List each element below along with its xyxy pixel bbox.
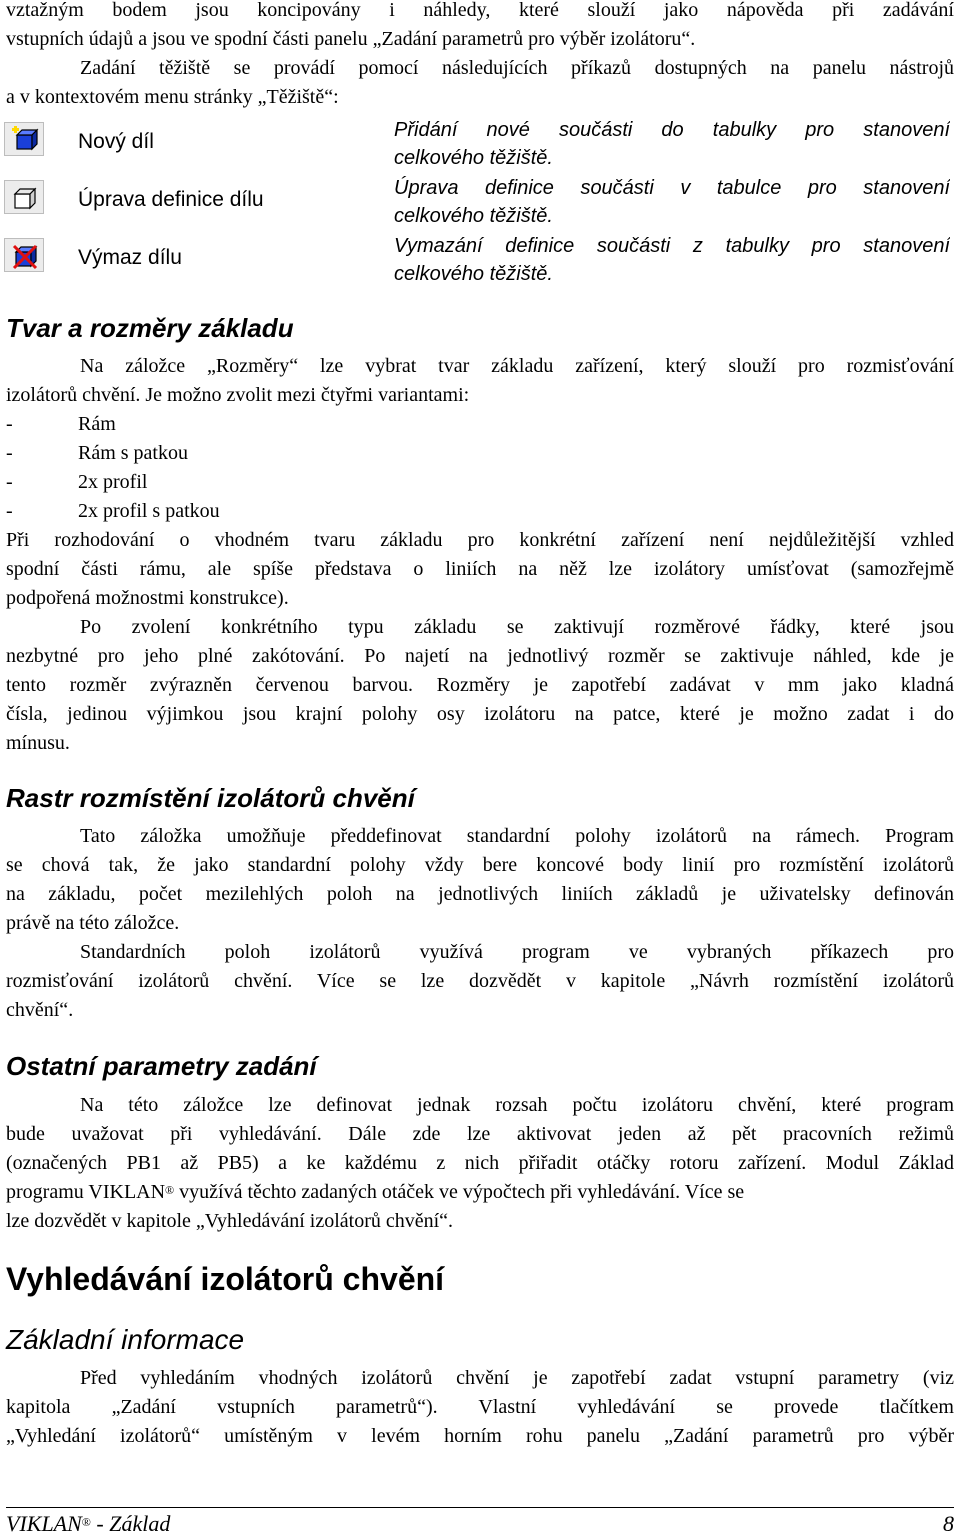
edit-part-icon xyxy=(4,180,44,214)
intro-line-3: Zadání těžiště se provádí pomocí následujících příkazů dostupných na panelu nástrojů xyxy=(80,57,954,79)
rastr-p1-line-3: na základu, počet mezilehlých poloh na jednotlivých liniích základů je uživatelsky definován xyxy=(6,883,954,905)
command-description-line-2: celkového těžiště. xyxy=(394,147,553,169)
rastr-p1-line-4: právě na této záložce. xyxy=(6,912,180,934)
bullet-text: Rám s patkou xyxy=(78,442,188,464)
tvar-p2-line-1: Při rozhodování o vhodném tvaru základu pro konkrétní zařízení není nejdůležitější vzhled xyxy=(6,529,954,551)
command-description xyxy=(394,174,950,230)
command-description-line-1: Úprava definice součásti v tabulce pro stanovení xyxy=(394,177,950,199)
bullet-item: - 2x profil xyxy=(6,471,148,493)
footer-title-b: - Základ xyxy=(90,1511,171,1536)
command-name: Úprava definice dílu xyxy=(78,188,264,211)
rastr-p2-line-2: rozmisťování izolátorů chvění. Více se lze dozvědět v kapitole „Návrh rozmístění izolátorů xyxy=(6,970,954,992)
tvar-p3-line-3: tento rozměr zvýrazněn červenou barvou. Rozměry je zapotřebí zadávat v mm jako kladná xyxy=(6,674,954,696)
command-description-line-1: Přidání nové součásti do tabulky pro stanovení xyxy=(394,119,950,141)
bullet-item: - 2x profil s patkou xyxy=(6,500,220,522)
tvar-p3-line-4: čísla, jedinou výjimkou jsou krajní polohy osy izolátoru na patce, které je možno zadat i do xyxy=(6,703,954,725)
chapter-heading-vyhledavani: Vyhledávání izolátorů chvění xyxy=(6,1261,445,1297)
ostatni-line-4a: programu VIKLAN xyxy=(6,1181,166,1203)
command-row-delete-part xyxy=(0,232,960,290)
footer-registered-mark: ® xyxy=(81,1515,91,1529)
ostatni-line-2: bude uvažovat při vyhledávání. Dále zde lze aktivovat jeden až pět pracovních režimů xyxy=(6,1123,954,1145)
rastr-p2-line-1: Standardních poloh izolátorů využívá program ve vybraných příkazech pro xyxy=(80,941,954,963)
command-description-line-2: celkového těžiště. xyxy=(394,205,553,227)
tvar-p3-line-1: Po zvolení konkrétního typu základu se zaktivují rozměrové řádky, které jsou xyxy=(80,616,954,638)
command-row-new-part xyxy=(0,116,960,174)
bullet-text: Rám xyxy=(78,413,116,435)
ostatni-line-1: Na této záložce lze definovat jednak rozsah počtu izolátoru chvění, které program xyxy=(80,1094,954,1116)
intro-line-4: a v kontextovém menu stránky „Těžiště“: xyxy=(6,86,339,108)
footer-title xyxy=(6,1511,170,1537)
command-description-line-1: Vymazání definice součásti z tabulky pro stanovení xyxy=(394,235,950,257)
new-part-icon xyxy=(4,122,44,156)
ostatni-line-5: lze dozvědět v kapitole „Vyhledávání izolátorů chvění“. xyxy=(6,1210,454,1232)
vyhledavani-line-1: Před vyhledáním vhodných izolátorů chvění je zapotřebí zadat vstupní parametry (viz xyxy=(80,1367,954,1389)
section-heading-rastr: Rastr rozmístění izolátorů chvění xyxy=(6,783,415,813)
bullet-item: - Rám s patkou xyxy=(6,442,188,464)
ostatni-line-4b: využívá těchto zadaných otáček ve výpočtech při vyhledávání. Více se xyxy=(174,1181,745,1203)
command-description xyxy=(394,116,950,172)
section-heading-tvar: Tvar a rozměry základu xyxy=(6,313,294,343)
rastr-p1-line-2: se chová tak, že jako standardní polohy vždy bere koncové body linií pro rozmístění izolátorů xyxy=(6,854,954,876)
ostatni-line-3: (označených PB1 až PB5) a ke každému z nich přiřadit otáčky rotoru zařízení. Modul Základ xyxy=(6,1152,954,1174)
bullet-text: 2x profil xyxy=(78,471,148,493)
tvar-p3-line-2: nezbytné pro jeho plné zakótování. Po najetí na jednotlivý rozměr se zaktivuje náhled, kde je xyxy=(6,645,954,667)
command-description-line-2: celkového těžiště. xyxy=(394,263,553,285)
tvar-p1-line-1: Na záložce „Rozměry“ lze vybrat tvar základu zařízení, který slouží pro rozmisťování xyxy=(80,355,954,377)
vyhledavani-line-3: „Vyhledání izolátorů“ umístěným v levém horním rohu panelu „Zadání parametrů pro výběr xyxy=(6,1425,954,1447)
footer-title-a: VIKLAN xyxy=(6,1511,82,1536)
intro-line-1: vztažným bodem jsou koncipovány i náhledy, které slouží jako nápověda při zadávání xyxy=(6,0,954,21)
command-row-edit-part xyxy=(0,174,960,232)
command-name: Výmaz dílu xyxy=(78,246,182,269)
rastr-p1-line-1: Tato záložka umožňuje předdefinovat standardní polohy izolátorů na rámech. Program xyxy=(80,825,954,847)
vyhledavani-line-2: kapitola „Zadání vstupních parametrů“). Vlastní vyhledávání se provede tlačítkem xyxy=(6,1396,954,1418)
subheading-zakladni-informace: Základní informace xyxy=(6,1324,245,1355)
intro-line-2: vstupních údajů a jsou ve spodní části panelu „Zadání parametrů pro výběr izolátoru“. xyxy=(6,28,696,50)
tvar-p2-line-2: spodní části rámu, ale spíše představa o liniích na něž lze izolátory umísťovat (samozřejmě xyxy=(6,558,954,580)
tvar-p1-line-2: izolátorů chvění. Je možno zvolit mezi čtyřmi variantami: xyxy=(6,384,470,406)
registered-mark: ® xyxy=(165,1183,175,1197)
delete-part-icon xyxy=(4,238,44,272)
section-heading-ostatni: Ostatní parametry zadání xyxy=(6,1051,317,1081)
footer-divider xyxy=(6,1507,954,1508)
bullet-item: - Rám xyxy=(6,413,116,435)
command-name: Nový díl xyxy=(78,130,154,153)
command-description xyxy=(394,232,950,288)
bullet-text: 2x profil s patkou xyxy=(78,500,220,522)
tvar-p3-line-5: mínusu. xyxy=(6,732,70,754)
tvar-p2-line-3: podpořená možnostmi konstrukce). xyxy=(6,587,289,609)
page-number: 8 xyxy=(943,1511,954,1536)
ostatni-line-4 xyxy=(6,1178,954,1207)
rastr-p2-line-3: chvění“. xyxy=(6,999,74,1021)
